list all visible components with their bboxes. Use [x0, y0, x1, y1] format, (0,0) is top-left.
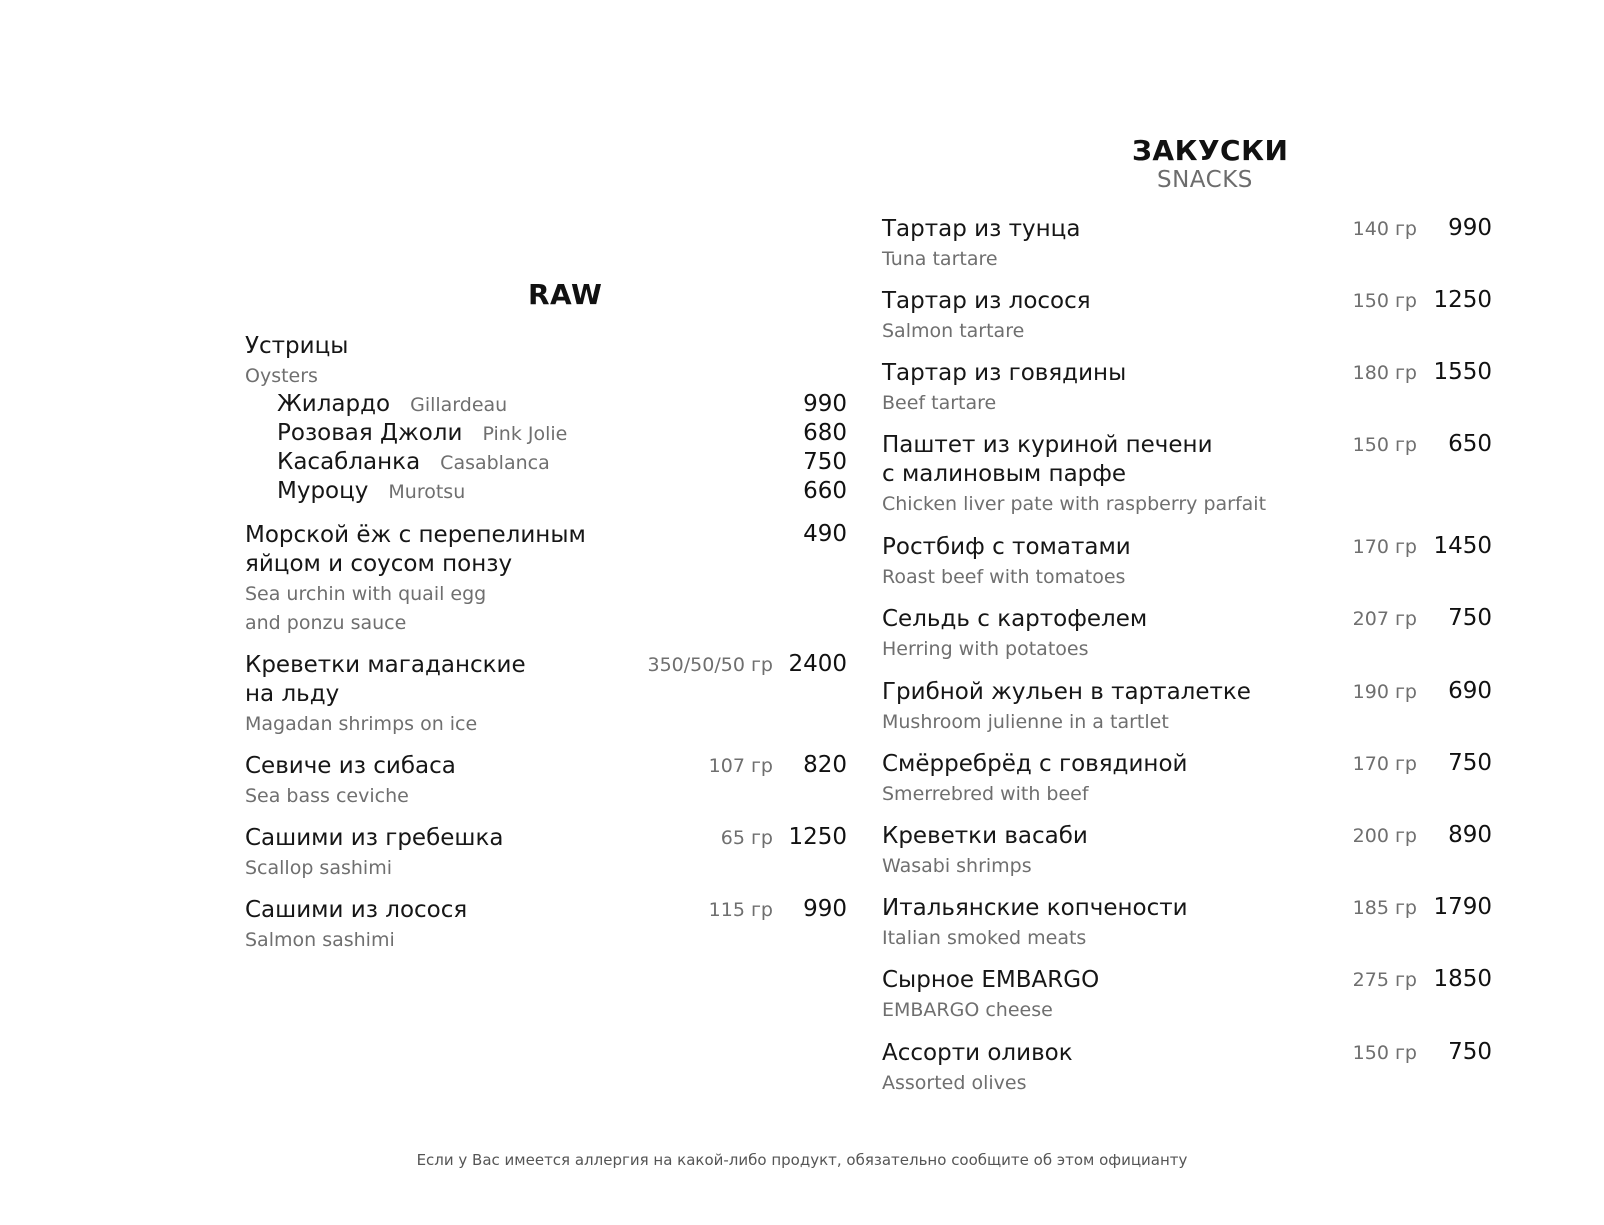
snack-item-name: Ростбиф с томатами: [882, 534, 1131, 560]
snack-item-price: 890: [1448, 822, 1492, 848]
oysters-title: Устрицы: [245, 333, 349, 359]
oyster-variety: [277, 478, 465, 504]
snacks-section-title: ЗАКУСКИ: [1132, 134, 1289, 167]
variety-price: 680: [803, 420, 847, 446]
oyster-variety: [277, 391, 507, 417]
snack-item-price: 1790: [1433, 894, 1492, 920]
snack-item-name: Грибной жульен в тарталетке: [882, 679, 1251, 705]
snack-item-name: Ассорти оливок: [882, 1040, 1073, 1066]
snack-item-description: Tuna tartare: [882, 248, 998, 270]
snack-item-weight: 207 гр: [1352, 608, 1417, 630]
snack-item-description: Mushroom julienne in a tartlet: [882, 711, 1169, 733]
raw-item-description: Sea urchin with quail egg: [245, 583, 487, 605]
variety-name-en: Murotsu: [388, 481, 466, 503]
snack-item-weight: 140 гр: [1352, 218, 1417, 240]
raw-item-weight: 350/50/50 гр: [647, 654, 773, 676]
raw-item-description: Sea bass ceviche: [245, 785, 409, 807]
raw-item-price: 2400: [788, 651, 847, 677]
snack-item-name: Тартар из говядины: [882, 360, 1127, 386]
snack-item-description: Assorted olives: [882, 1072, 1027, 1094]
snack-item-weight: 180 гр: [1352, 362, 1417, 384]
raw-item-weight: 107 гр: [708, 755, 773, 777]
variety-name-en: Gillardeau: [410, 394, 508, 416]
raw-item-name: Морской ёж с перепелиным: [245, 522, 586, 548]
oyster-variety: [277, 449, 550, 475]
snack-item-name: Смёрребрёд с говядиной: [882, 751, 1188, 777]
snack-item-weight: 275 гр: [1352, 969, 1417, 991]
snack-item-description: Herring with potatoes: [882, 638, 1089, 660]
variety-name: Касабланка: [277, 449, 421, 475]
snack-item-price: 1550: [1433, 359, 1492, 385]
snack-item-weight: 150 гр: [1352, 1042, 1417, 1064]
snack-item-weight: 150 гр: [1352, 290, 1417, 312]
raw-item-weight: 65 гр: [720, 827, 773, 849]
allergy-note-row: [0, 1150, 1604, 1169]
snack-item-weight: 150 гр: [1352, 434, 1417, 456]
snack-item-name: Паштет из куриной печени: [882, 432, 1213, 458]
oyster-variety: [277, 420, 567, 446]
snack-item-price: 690: [1448, 678, 1492, 704]
snack-item-price: 1250: [1433, 287, 1492, 313]
variety-name: Розовая Джоли: [277, 420, 463, 446]
raw-item-weight: 115 гр: [708, 899, 773, 921]
snack-item-description: Italian smoked meats: [882, 927, 1087, 949]
raw-item-name-line2: на льду: [245, 681, 340, 707]
snack-item-description: Beef tartare: [882, 392, 997, 414]
raw-item-name: Сашими из лосося: [245, 897, 468, 923]
raw-item-description: Scallop sashimi: [245, 857, 392, 879]
raw-item-name: Креветки магаданские: [245, 652, 526, 678]
snack-item-name: Итальянские копчености: [882, 895, 1188, 921]
variety-price: 750: [803, 449, 847, 475]
variety-name: Муроцу: [277, 478, 369, 504]
snack-item-weight: 185 гр: [1352, 897, 1417, 919]
raw-section-title: RAW: [528, 278, 603, 311]
raw-item-description: Salmon sashimi: [245, 929, 395, 951]
snack-item-price: 1850: [1433, 966, 1492, 992]
snack-item-description: Salmon tartare: [882, 320, 1025, 342]
snack-item-weight: 200 гр: [1352, 825, 1417, 847]
raw-item-name: Севиче из сибаса: [245, 753, 456, 779]
snack-item-price: 650: [1448, 431, 1492, 457]
raw-item-description-line2: and ponzu sauce: [245, 612, 407, 634]
snack-item-description: Smerrebred with beef: [882, 783, 1089, 805]
raw-item-name-line2: яйцом и соусом понзу: [245, 551, 513, 577]
raw-item-price: 490: [803, 521, 847, 547]
raw-item-price: 1250: [788, 824, 847, 850]
snack-item-weight: 170 гр: [1352, 753, 1417, 775]
snack-item-price: 750: [1448, 1039, 1492, 1065]
snack-item-description: Chicken liver pate with raspberry parfait: [882, 493, 1267, 515]
snack-item-price: 750: [1448, 750, 1492, 776]
raw-item-price: 990: [803, 896, 847, 922]
raw-item-description: Magadan shrimps on ice: [245, 713, 478, 735]
variety-name-en: Pink Jolie: [482, 423, 568, 445]
variety-price: 660: [803, 478, 847, 504]
snack-item-name: Сырное EMBARGO: [882, 967, 1100, 993]
snack-item-description: EMBARGO cheese: [882, 999, 1053, 1021]
snack-item-name: Сельдь с картофелем: [882, 606, 1148, 632]
snack-item-price: 750: [1448, 605, 1492, 631]
allergy-note: Если у Вас имеется аллергия на какой-либо продукт, обязательно сообщите об этом официанту: [416, 1151, 1188, 1169]
variety-price: 990: [803, 391, 847, 417]
oysters-subtitle: Oysters: [245, 365, 318, 387]
snacks-section-subtitle: SNACKS: [1157, 167, 1253, 193]
snack-item-weight: 170 гр: [1352, 536, 1417, 558]
snack-item-name-line2: с малиновым парфе: [882, 461, 1127, 487]
variety-name: Жилардо: [277, 391, 391, 417]
snack-item-price: 1450: [1433, 533, 1492, 559]
snack-item-price: 990: [1448, 215, 1492, 241]
variety-name-en: Casablanca: [440, 452, 550, 474]
snack-item-description: Roast beef with tomatoes: [882, 566, 1126, 588]
raw-item-name: Сашими из гребешка: [245, 825, 504, 851]
snack-item-description: Wasabi shrimps: [882, 855, 1032, 877]
raw-item-price: 820: [803, 752, 847, 778]
snack-item-name: Креветки васаби: [882, 823, 1088, 849]
snack-item-name: Тартар из тунца: [882, 216, 1081, 242]
snack-item-name: Тартар из лосося: [882, 288, 1091, 314]
snack-item-weight: 190 гр: [1352, 681, 1417, 703]
